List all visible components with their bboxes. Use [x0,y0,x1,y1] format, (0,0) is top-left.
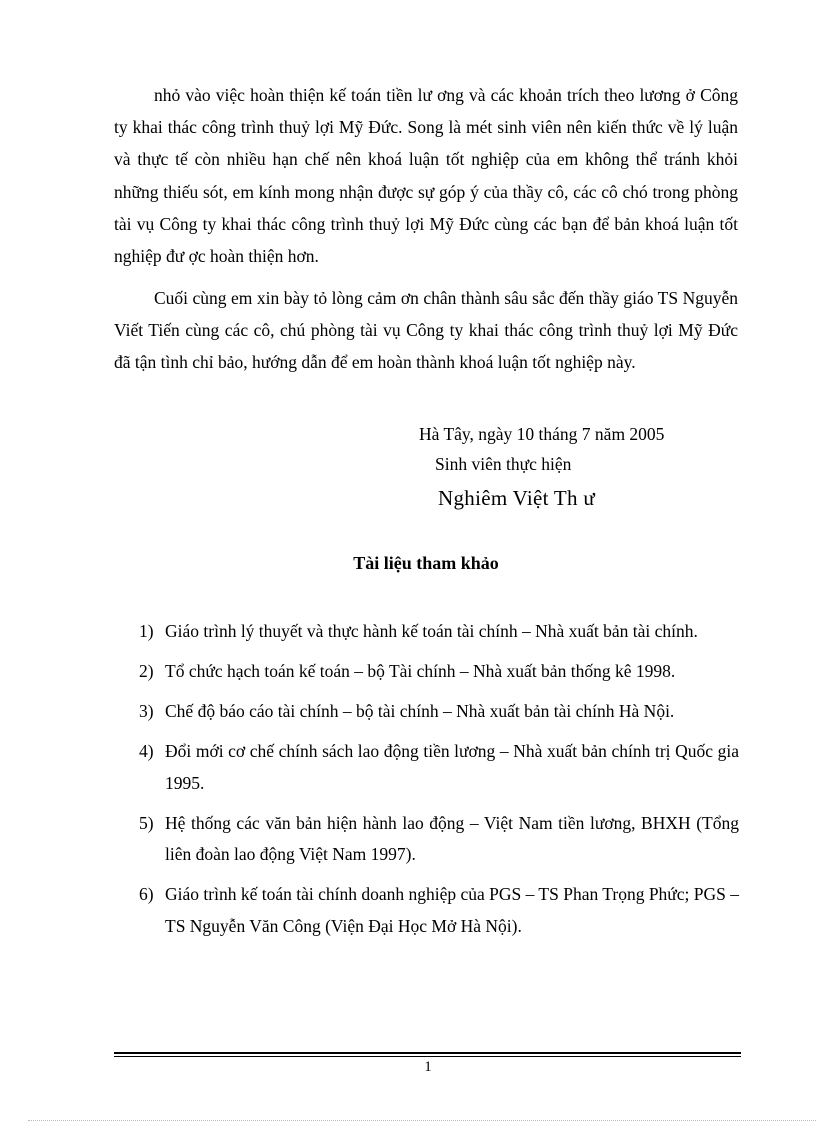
reference-item [139,879,739,942]
reference-text: Hệ thống các văn bản hiện hành lao động – Việt Nam tiền lương, BHXH (Tổng liên đoàn lao động Việt Nam 1997). [165,812,739,864]
reference-number: 3) [139,701,154,721]
reference-number: 6) [139,884,154,904]
footer-rule-thin [114,1056,741,1057]
reference-number: 5) [139,812,154,833]
reference-item [139,808,739,871]
references-list [139,616,739,951]
page-bottom-edge [28,1120,816,1121]
signature-date-line: Hà Tây, ngày 10 tháng 7 năm 2005 [419,424,665,444]
reference-text: Đổi mới cơ chế chính sách lao động tiền lương – Nhà xuất bản chính trị Quốc gia 1995. [165,741,739,793]
reference-text: Giáo trình lý thuyết và thực hành kế toán tài chính – Nhà xuất bản tài chính. [165,621,698,641]
reference-text: Giáo trình kế toán tài chính doanh nghiệp của PGS – TS Phan Trọng Phức; PGS – TS Nguyễn Văn Công (Viện Đại Học Mở Hà Nội). [165,884,740,936]
body-paragraph-2: Cuối cùng em xin bày tỏ lòng cảm ơn chân thành sâu sắc đến thầy giáo TS Nguyễn Viết Tiến cùng các cô, chú phòng tài vụ Công ty khai thác công trình thuỷ lợi Mỹ Đức đã tận tình chỉ bảo, hướng dẫn để em hoàn thành khoá luận tốt nghiệp này. [114,288,738,373]
reference-number: 4) [139,741,154,761]
reference-text: Tổ chức hạch toán kế toán – bộ Tài chính – Nhà xuất bản thống kê 1998. [165,661,676,681]
reference-item [139,616,739,648]
reference-number: 1) [139,621,154,641]
reference-text: Chế độ báo cáo tài chính – bộ tài chính – Nhà xuất bản tài chính Hà Nội. [165,701,675,721]
footer-rule [114,1052,741,1054]
body-paragraph-1: nhỏ vào việc hoàn thiện kế toán tiền lư ơng và các khoản trích theo lương ở Công ty khai thác công trình thuỷ lợi Mỹ Đức. Song là mét sinh viên nên kiến thức về lý luận và thực tế còn nhiều hạn chế nên khoá luận tốt nghiệp của em không thể tránh khỏi những thiếu sót, em kính mong nhận được sự góp ý của thầy cô, các cô chó trong phòng tài vụ Công ty khai thác công trình thuỷ lợi Mỹ Đức cùng các bạn để bản khoá luận tốt nghiệp đư ợc hoàn thiện hơn. [114,85,738,267]
page-number: 1 [424,1059,432,1075]
reference-item [139,656,739,688]
reference-item [139,736,739,799]
references-title: Tài liệu tham khảo [353,553,499,573]
reference-number: 2) [139,661,154,681]
reference-item [139,696,739,728]
signature-role: Sinh viên thực hiện [435,454,572,474]
signature-name: Nghiêm Việt Th ư [438,486,596,510]
